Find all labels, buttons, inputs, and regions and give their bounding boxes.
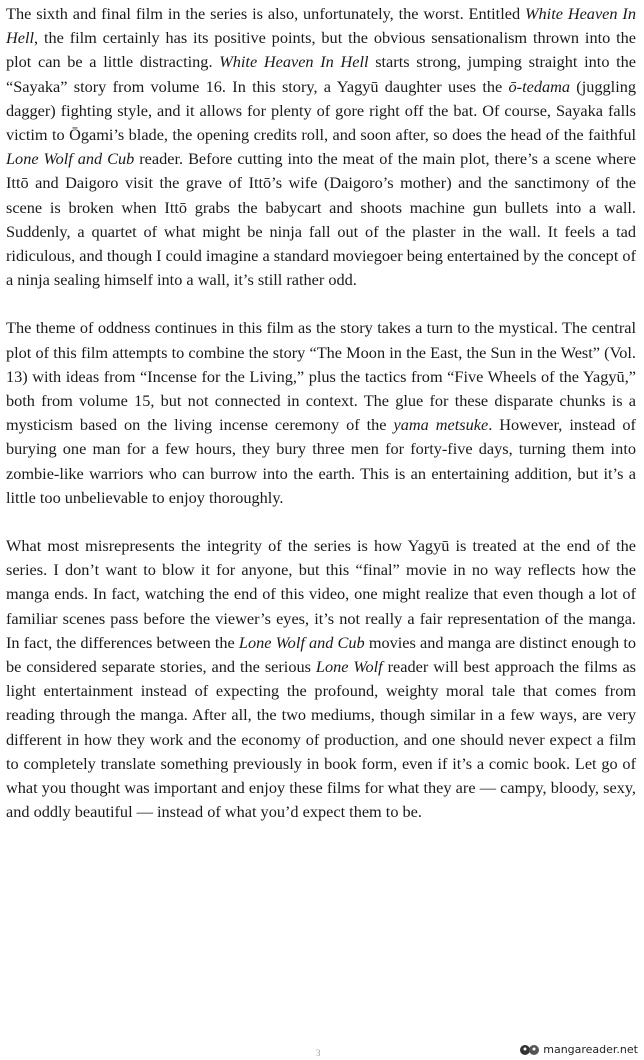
site-watermark	[515, 1043, 638, 1056]
manga-logo-icon	[519, 1044, 541, 1056]
paragraph-1	[6, 2, 636, 292]
italic-title-run: White Heaven In Hell	[6, 4, 636, 48]
text-run: The theme of oddness continues in this film as the story takes a turn to the mystical. The central plot of this film attempts to combine the story “The Moon in the East, the Sun in the West” (Vol. 13) with ideas from “Incense for the Living,” plus the tactics from “Five Wheels of the Yagyū,” both from volume 15, but not connected in context. The glue for these disparate chunks is a mysticism based on the living incense ceremony of the	[6, 318, 636, 435]
text-run: starts strong, jumping straight into the “Sayaka” story from volume 16. In this story, a Yagyū daughter uses the	[6, 52, 637, 96]
text-run: The sixth and final film in the series is also, unfortunately, the worst. Entitled	[6, 4, 525, 23]
watermark-text: mangareader.net	[543, 1043, 638, 1056]
text-run: (juggling dagger) fighting style, and it allows for plenty of gore right off the bat. Of course, Sayaka falls victim to Ōgami’s blade, the opening credits roll, and soon after, so does the head of the faithful	[6, 76, 636, 145]
text-run: What most misrepresents the integrity of the series is how Yagyū is treated at the end of the series. I don’t want to blow it for anyone, but this “final” movie in no way reflects how the manga ends. In fact, watching the end of this video, one might realize that even though a lot of familiar scenes pass before the viewer’s eyes, it’s not really a fair representation of the manga. In fact, the differences between the	[6, 536, 636, 652]
italic-title-run: Lone Wolf and Cub	[6, 149, 135, 169]
italic-title-run: Lone Wolf	[315, 657, 383, 677]
page-number: 3	[316, 1048, 321, 1058]
text-run: movies and manga are distinct enough to be considered separate stories, and the serious	[6, 632, 637, 677]
italic-title-run: White Heaven In Hell	[219, 52, 369, 72]
text-run: reader will best approach the films as light entertainment instead of expecting the profound, weighty moral tale that comes from reading through the manga. After all, the two mediums, though similar in a few ways, are very different in how they work and the economy of production, and one should never expect a film to completely translate something previously in book form, even if it’s a comic book. Let go of what you thought was important and enjoy these films for what they are — campy, bloody, sexy, and oddly beautiful — instead of what you’d expect them to be.	[6, 657, 637, 822]
text-run: . However, instead of burying one man for a few hours, they bury three men for forty-five days, turning them into zombie-like warriors who can burrow into the earth. This is an entertaining addition, but it’s a little too unbelievable to enjoy thoroughly.	[6, 415, 636, 507]
italic-title-run: ō-tedama	[508, 76, 571, 96]
text-run: , the film certainly has its positive points, but the obvious sensationalism thrown into the plot can be a little distracting.	[6, 28, 636, 72]
article-body	[6, 2, 636, 849]
text-run: reader. Before cutting into the meat of the main plot, there’s a scene where Ittō and Daigoro visit the grave of Ittō’s wife (Daigoro’s mother) and the sanctimony of the scene is broken when Ittō grabs the babycart and shoots machine gun bullets into a wall. Suddenly, a quartet of what might be ninja fall out of the plaster in the wall. It feels a tad ridiculous, and though I could imagine a standard moviegoer being entertained by the concept of a ninja sealing himself into a wall, it’s still rather odd.	[6, 149, 637, 290]
paragraph-3	[6, 534, 636, 824]
italic-title-run: Lone Wolf and Cub	[238, 632, 365, 652]
paragraph-2	[6, 316, 636, 510]
italic-title-run: yama metsuke	[393, 415, 489, 435]
